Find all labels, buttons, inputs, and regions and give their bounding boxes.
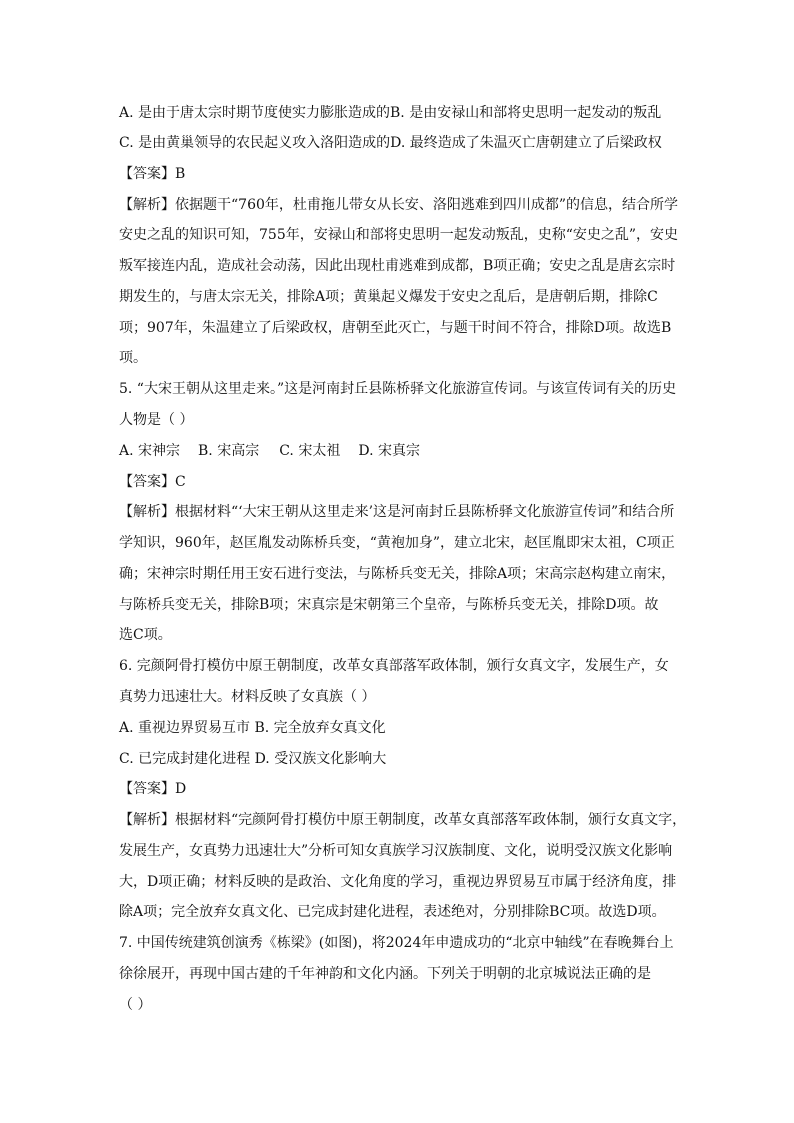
q4-analysis-line: 安史之乱的知识可知，755年，安禄山和部将史思明一起发动叛乱，史称“安史之乱”，安史 (119, 227, 679, 243)
q5-analysis-line: 确；宋神宗时期任用王安石进行变法，与陈桥兵变无关，排除A项；宋高宗赵构建立南宋， (119, 566, 676, 582)
q6-analysis-line: 除A项；完全放弃女真文化、已完成封建化进程，表述绝对，分别排除BC项。故选D项。 (119, 904, 666, 920)
q6-analysis-line: 【解析】根据材料“完颜阿骨打模仿中原王朝制度，改革女真部落军政体制，颁行女真文字， (119, 812, 687, 828)
q4-analysis-line: 期发生的，与唐太宗无关，排除A项；黄巢起义爆发于安史之乱后，是唐朝后期，排除C (119, 289, 658, 305)
q6-stem-line: 真势力迅速壮大。材料反映了女真族（ ） (119, 689, 376, 705)
q4-analysis-line: 项。 (119, 350, 147, 366)
q6-options-cd: C. 已完成封建化进程 D. 受汉族文化影响大 (119, 751, 387, 767)
q6-stem-line: 6. 完颜阿骨打模仿中原王朝制度，改革女真部落军政体制，颁行女真文字，发展生产，女 (119, 658, 669, 674)
q6-options-ab: A. 重视边界贸易互市 B. 完全放弃女真文化 (119, 720, 386, 736)
q4-options-ab: A. 是由于唐太宗时期节度使实力膨胀造成的B. 是由安禄山和部将史思明一起发动的叛乱 (119, 105, 662, 121)
q4-options-cd: C. 是由黄巢领导的农民起义攻入洛阳造成的D. 最终造成了朱温灭亡唐朝建立了后梁政权 (119, 135, 662, 151)
q5-analysis-line: 【解析】根据材料“‘大宋王朝从这里走来’这是河南封丘县陈桥驿文化旅游宣传词”和结合所 (119, 504, 675, 520)
q7-stem-line: 徐徐展开，再现中国古建的千年神韵和文化内涵。下列关于明朝的北京城说法正确的是 (119, 966, 651, 982)
q5-option-d: D. 宋真宗 (358, 443, 420, 459)
q7-stem-line: 7. 中国传统建筑创演秀《栋梁》(如图)，将2024年申遗成功的“北京中轴线”在春晚舞台上 (119, 935, 674, 951)
q4-answer: 【答案】B (119, 166, 186, 182)
q6-answer: 【答案】D (119, 781, 187, 797)
q6-analysis-line: 大，D项正确；材料反映的是政治、文化角度的学习，重视边界贸易互市属于经济角度，排 (119, 874, 677, 890)
q5-stem-line: 5. “大宋王朝从这里走来。”这是河南封丘县陈桥驿文化旅游宣传词。与该宣传词有关的历史 (119, 381, 677, 397)
q5-option-b: B. 宋高宗 (198, 443, 260, 459)
q5-options (119, 441, 420, 461)
q4-analysis-line: 项；907年，朱温建立了后梁政权，唐朝至此灭亡，与题干时间不符合，排除D项。故选B (119, 320, 672, 336)
q5-analysis-line: 与陈桥兵变无关，排除B项；宋真宗是宋朝第三个皇帝，与陈桥兵变无关，排除D项。故 (119, 597, 659, 613)
q5-stem-line: 人物是（ ） (119, 412, 194, 428)
q7-stem-line: （ ） (119, 997, 152, 1013)
q6-analysis-line: 发展生产，女真势力迅速壮大”分析可知女真族学习汉族制度、文化，说明受汉族文化影响 (119, 843, 673, 859)
q5-answer: 【答案】C (119, 474, 186, 490)
q5-option-c: C. 宋太祖 (279, 443, 341, 459)
q4-analysis-line: 【解析】依据题干“760年，杜甫拖儿带女从长安、洛阳逃难到四川成都”的信息，结合所学 (119, 197, 679, 213)
q5-analysis-line: 学知识，960年，赵匡胤发动陈桥兵变，“黄袍加身”，建立北宋，赵匡胤即宋太祖，C项正 (119, 535, 675, 551)
q5-analysis-line: 选C项。 (119, 627, 172, 643)
q4-analysis-line: 叛军接连内乱，造成社会动荡，因此出现杜甫逃难到成都，B项正确；安史之乱是唐玄宗时 (119, 258, 676, 274)
q5-option-a: A. 宋神宗 (119, 443, 181, 459)
